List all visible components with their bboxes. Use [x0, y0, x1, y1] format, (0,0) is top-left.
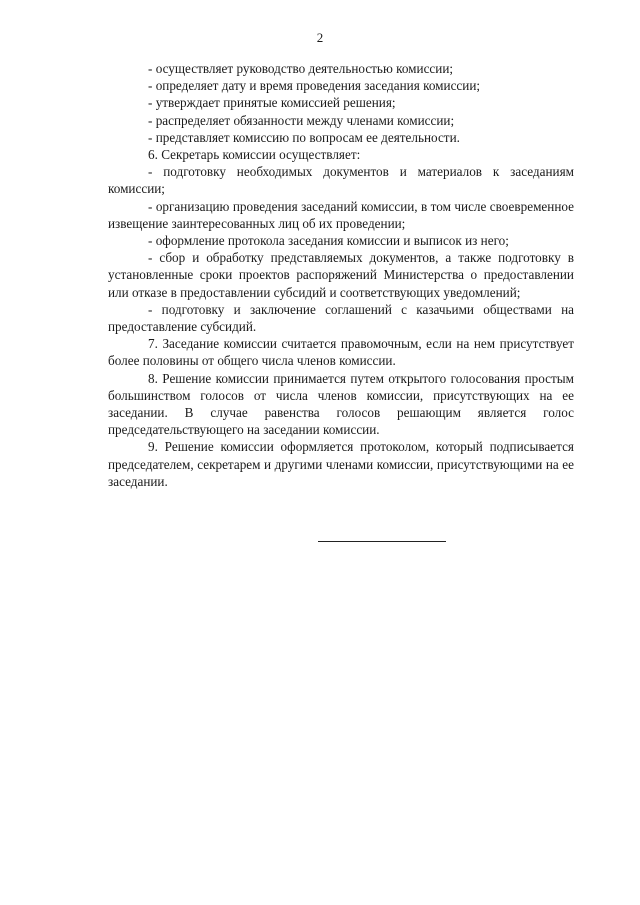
list-item: - распределяет обязанности между членами комиссии; — [148, 112, 455, 128]
list-item: - подготовку необходимых документов и материалов к заседаниям комиссии; — [108, 164, 574, 197]
end-separator-line — [318, 541, 446, 542]
list-item: - утверждает принятые комиссией решения; — [148, 95, 396, 111]
list-item: - осуществляет руководство деятельностью комиссии; — [148, 61, 454, 76]
list-item: - представляет комиссию по вопросам ее деятельности. — [148, 129, 460, 145]
list-item: - сбор и обработку представляемых документов, а также подготовку в установленные сроки проектов распоряжений Министерства о предоставлении или отказе в предоставлении субсидий и соответствующих уведомлений; — [108, 250, 574, 300]
item-6-bullets — [108, 163, 574, 490]
item-6-heading: 6. Секретарь комиссии осуществляет: — [148, 147, 361, 163]
list-item: - оформление протокола заседания комиссии и выписок из него; — [148, 233, 509, 249]
item-8: 8. Решение комиссии принимается путем открытого голосования простым большинством голосов от числа членов комиссии, присутствующих на ее заседании. В случае равенства голосов решающим является голос председательствующего на заседании комиссии. — [108, 370, 574, 438]
list-item: - подготовку и заключение соглашений с казачьими обществами на предоставление субсидий. — [108, 301, 574, 335]
document-body — [108, 60, 614, 490]
list-item: - организацию проведения заседаний комиссии, в том числе своевременное извещение заинтересованных лиц об их проведении; — [108, 198, 574, 231]
page-number: 2 — [316, 30, 324, 45]
item-7: 7. Заседание комиссии считается правомочным, если на нем присутствует более половины от общего числа членов комиссии. — [108, 336, 574, 369]
item-9: 9. Решение комиссии оформляется протоколом, который подписывается председателем, секретарем и другими членами комиссии, присутствующими на ее заседании. — [108, 439, 574, 489]
list-item: - определяет дату и время проведения заседания комиссии; — [148, 78, 481, 94]
